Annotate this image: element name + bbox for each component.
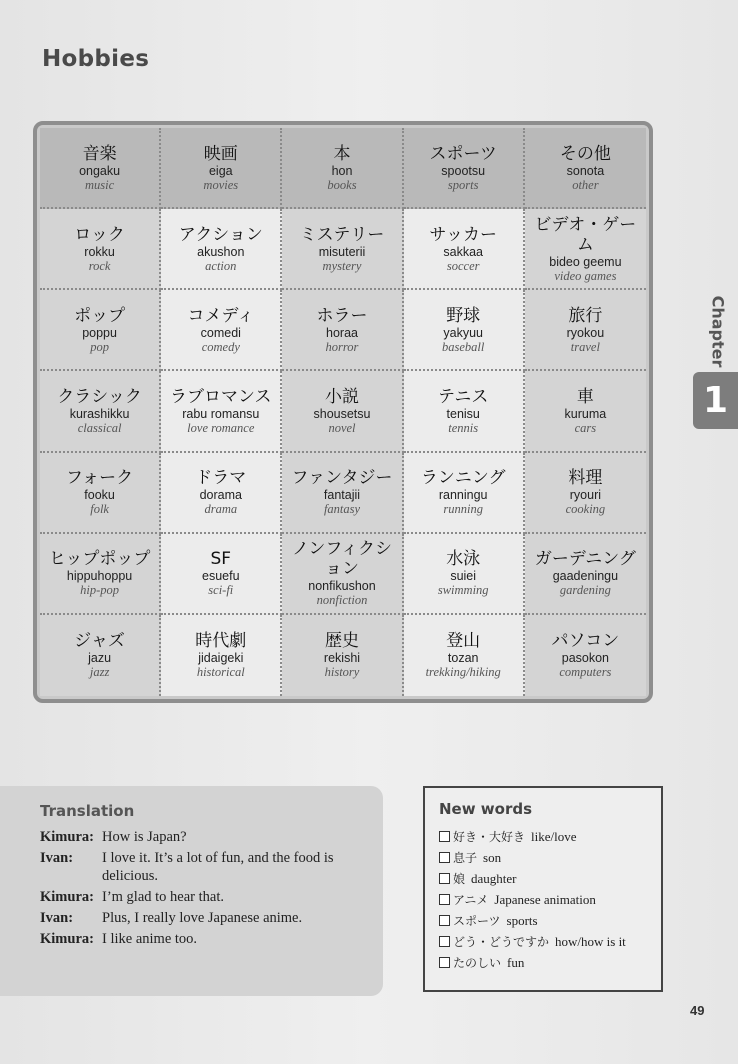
- vocab-english: computers: [559, 665, 612, 680]
- vocab-japanese: 旅行: [568, 305, 603, 326]
- vocab-romaji: rekishi: [323, 651, 361, 666]
- new-word-english: fun: [507, 954, 525, 970]
- vocab-romaji: jazu: [88, 651, 112, 666]
- vocab-japanese: テニス: [438, 386, 489, 407]
- vocab-english: running: [443, 502, 483, 517]
- vocab-cell: [40, 290, 161, 371]
- vocab-cell: [161, 209, 282, 290]
- vocab-romaji: dorama: [199, 488, 242, 503]
- vocab-english: novel: [328, 420, 356, 435]
- vocab-cell: [40, 615, 161, 696]
- checkbox-icon: [439, 894, 450, 905]
- dialog-line: [40, 909, 370, 927]
- vocab-english: comedy: [201, 339, 240, 354]
- vocab-cell: [282, 615, 403, 696]
- vocab-romaji: ryokou: [566, 325, 605, 340]
- vocab-japanese: 時代劇: [195, 631, 247, 652]
- vocab-cell: [40, 534, 161, 615]
- vocab-japanese: 本: [333, 143, 351, 164]
- checkbox-icon: [439, 915, 450, 926]
- vocab-english: mystery: [322, 258, 362, 273]
- vocab-japanese: パソコン: [551, 631, 620, 652]
- vocab-japanese: ポップ: [74, 305, 126, 326]
- vocab-japanese: ラブロマンス: [170, 386, 272, 407]
- dialog-text: I like anime too.: [102, 931, 198, 947]
- vocab-english: hip-pop: [80, 583, 120, 598]
- vocab-cell: [40, 453, 161, 534]
- vocab-english: swimming: [437, 583, 489, 598]
- vocab-cell: [161, 534, 282, 615]
- vocab-cell: [525, 371, 646, 452]
- vocab-english: video games: [554, 268, 617, 283]
- vocab-romaji: gaadeningu: [552, 569, 619, 584]
- vocab-english: folk: [90, 502, 109, 517]
- vocab-english: pop: [90, 339, 109, 354]
- vocab-japanese: ノンフィクション: [292, 539, 392, 580]
- vocab-romaji: ongaku: [79, 163, 121, 178]
- dialog-speaker: Kimura:: [40, 931, 94, 947]
- vocabulary-grid-frame: [33, 121, 653, 703]
- new-word-english: son: [483, 849, 502, 865]
- vocab-japanese: サッカー: [429, 224, 498, 245]
- vocab-japanese: ガーデニング: [534, 549, 636, 570]
- vocab-romaji: hon: [331, 163, 353, 178]
- vocab-cell: [404, 128, 525, 209]
- dialog-line: [40, 930, 370, 948]
- new-word-english: sports: [506, 912, 538, 928]
- dialog-speaker: Kimura:: [40, 889, 94, 905]
- vocab-english: soccer: [446, 258, 480, 273]
- vocab-romaji: kuruma: [564, 406, 607, 421]
- new-word-japanese: どう・どうですか: [453, 935, 550, 949]
- new-word-japanese: アニメ: [453, 893, 489, 907]
- new-words-list: [439, 826, 661, 973]
- vocab-japanese: ファンタジー: [291, 468, 393, 489]
- chapter-number-tab: 1: [693, 372, 738, 429]
- dialog-text: I’m glad to hear that.: [102, 889, 224, 905]
- vocab-japanese: 料理: [568, 468, 603, 489]
- vocab-japanese: ホラー: [316, 305, 368, 326]
- vocab-english: fantasy: [323, 502, 361, 517]
- vocab-english: movies: [203, 177, 239, 192]
- translation-heading: Translation: [40, 802, 135, 820]
- new-word-item: [439, 931, 661, 952]
- vocab-cell: [282, 534, 403, 615]
- new-words-heading: New words: [439, 800, 533, 818]
- dialog-text: How is Japan?: [102, 829, 187, 845]
- vocab-english: historical: [196, 665, 245, 680]
- vocab-japanese: SF: [210, 549, 232, 570]
- vocab-japanese: コメディ: [187, 305, 255, 326]
- vocab-romaji: sakkaa: [443, 244, 483, 259]
- vocab-english: action: [205, 258, 237, 273]
- vocab-cell: [282, 453, 403, 534]
- vocab-romaji: poppu: [82, 325, 117, 340]
- vocab-japanese: 歴史: [324, 631, 359, 652]
- vocab-english: books: [327, 177, 357, 192]
- vocab-japanese: ランニング: [420, 468, 506, 489]
- vocab-english: gardening: [559, 583, 611, 598]
- vocab-japanese: ヒップポップ: [48, 549, 151, 570]
- dialog-speaker: Ivan:: [40, 910, 74, 926]
- vocab-cell: [404, 615, 525, 696]
- vocab-romaji: suiei: [450, 569, 477, 584]
- vocab-english: sports: [447, 177, 479, 192]
- new-word-item: [439, 910, 661, 931]
- vocab-japanese: クラシック: [57, 386, 142, 407]
- checkbox-icon: [439, 936, 450, 947]
- vocab-cell: [525, 453, 646, 534]
- checkbox-icon: [439, 957, 450, 968]
- vocab-english: cooking: [565, 502, 606, 517]
- checkbox-icon: [439, 873, 450, 884]
- vocab-romaji: esuefu: [202, 569, 240, 584]
- new-word-japanese: 娘: [453, 872, 466, 886]
- new-word-english: like/love: [531, 828, 577, 844]
- vocab-japanese: ドラマ: [195, 468, 247, 489]
- vocab-cell: [404, 290, 525, 371]
- vocab-romaji: tenisu: [446, 406, 480, 421]
- new-word-japanese: 息子: [453, 851, 478, 865]
- vocab-romaji: jidaigeki: [198, 651, 244, 666]
- vocab-japanese: アクション: [178, 224, 263, 245]
- vocab-japanese: 登山: [446, 631, 481, 652]
- vocab-cell: [404, 453, 525, 534]
- vocab-romaji: yakyuu: [443, 325, 483, 340]
- vocab-romaji: fantajii: [323, 488, 361, 503]
- vocab-romaji: rabu romansu: [182, 406, 260, 421]
- new-word-english: Japanese animation: [494, 891, 596, 907]
- dialog-line: [40, 888, 370, 906]
- vocab-cell: [525, 615, 646, 696]
- vocab-cell: [404, 534, 525, 615]
- dialog-line: [40, 828, 370, 846]
- vocab-cell: [40, 209, 161, 290]
- vocab-japanese: ミステリー: [299, 224, 385, 245]
- dialog-speaker: Kimura:: [40, 829, 94, 845]
- vocab-romaji: akushon: [197, 244, 245, 259]
- vocab-romaji: hippuhoppu: [66, 569, 133, 584]
- vocab-romaji: nonfikushon: [308, 579, 376, 594]
- page-title: Hobbies: [42, 46, 150, 72]
- vocab-cell: [161, 453, 282, 534]
- vocabulary-grid: [40, 128, 646, 696]
- vocab-cell: [525, 128, 646, 209]
- vocab-cell: [40, 128, 161, 209]
- vocab-english: rock: [88, 258, 111, 273]
- vocab-english: sci-fi: [208, 583, 234, 598]
- checkbox-icon: [439, 831, 450, 842]
- vocab-cell: [282, 209, 403, 290]
- vocab-cell: [161, 371, 282, 452]
- dialog-speaker: Ivan:: [40, 850, 74, 866]
- vocab-english: music: [85, 177, 115, 192]
- vocab-english: cars: [574, 420, 597, 435]
- new-word-japanese: たのしい: [453, 956, 502, 970]
- vocab-japanese: スポーツ: [429, 143, 497, 164]
- vocab-english: horror: [325, 339, 359, 354]
- vocab-romaji: fooku: [84, 488, 115, 503]
- dialog-text: I love it. It’s a lot of fun, and the food is delicious.: [102, 850, 334, 884]
- new-word-item: [439, 847, 661, 868]
- vocab-cell: [404, 209, 525, 290]
- vocab-japanese: その他: [559, 143, 611, 164]
- dialog-line: [40, 849, 370, 885]
- checkbox-icon: [439, 852, 450, 863]
- vocab-cell: [282, 290, 403, 371]
- translation-box: [0, 786, 383, 996]
- vocab-romaji: misuterii: [318, 244, 366, 259]
- vocab-romaji: pasokon: [561, 651, 610, 666]
- vocab-cell: [525, 290, 646, 371]
- vocab-japanese: 音楽: [82, 143, 117, 164]
- vocab-japanese: フォーク: [66, 468, 134, 489]
- vocab-english: love romance: [187, 420, 255, 435]
- vocab-romaji: tozan: [447, 651, 479, 666]
- vocab-english: drama: [204, 502, 238, 517]
- new-words-box: [423, 786, 663, 992]
- vocab-japanese: 野球: [446, 305, 481, 326]
- new-word-item: [439, 868, 661, 889]
- vocab-romaji: sonota: [566, 163, 605, 178]
- vocab-cell: [161, 290, 282, 371]
- vocab-japanese: 水泳: [446, 549, 481, 570]
- vocab-romaji: horaa: [326, 325, 358, 340]
- vocab-japanese: ジャズ: [74, 631, 125, 652]
- new-word-item: [439, 889, 661, 910]
- translation-dialog: [40, 828, 370, 951]
- page-number: 49: [690, 1003, 705, 1018]
- vocab-romaji: ranningu: [438, 488, 488, 503]
- vocab-romaji: bideo geemu: [549, 254, 622, 269]
- vocab-japanese: 車: [576, 386, 594, 407]
- new-word-item: [439, 826, 661, 847]
- new-word-item: [439, 952, 661, 973]
- vocab-japanese: 映画: [203, 143, 238, 164]
- new-word-english: how/how is it: [555, 933, 626, 949]
- vocab-cell: [161, 615, 282, 696]
- new-word-japanese: 好き・大好き: [453, 830, 526, 844]
- vocab-english: tennis: [448, 420, 479, 435]
- vocab-romaji: kurashikku: [69, 406, 130, 421]
- vocab-english: nonfiction: [316, 593, 368, 608]
- vocab-english: travel: [570, 339, 600, 354]
- vocab-cell: [161, 128, 282, 209]
- vocab-romaji: shousetsu: [313, 406, 371, 421]
- vocab-romaji: rokku: [84, 244, 115, 259]
- vocab-english: other: [572, 177, 599, 192]
- vocab-cell: [525, 534, 646, 615]
- vocab-english: baseball: [442, 339, 485, 354]
- vocab-cell: [525, 209, 646, 290]
- vocab-japanese: ロック: [74, 224, 125, 245]
- vocab-cell: [282, 371, 403, 452]
- vocab-cell: [282, 128, 403, 209]
- vocab-english: classical: [77, 420, 122, 435]
- vocab-japanese: 小説: [324, 386, 359, 407]
- chapter-label-text: Chapter: [708, 295, 728, 367]
- vocab-romaji: ryouri: [569, 488, 602, 503]
- vocab-english: history: [324, 665, 360, 680]
- vocab-english: trekking/hiking: [425, 665, 501, 680]
- vocab-romaji: comedi: [200, 325, 241, 340]
- vocab-romaji: eiga: [208, 163, 233, 178]
- dialog-text: Plus, I really love Japanese anime.: [102, 910, 303, 926]
- vocab-cell: [40, 371, 161, 452]
- vocab-cell: [404, 371, 525, 452]
- new-word-english: daughter: [471, 870, 517, 886]
- vocab-english: jazz: [89, 665, 110, 680]
- chapter-label: [700, 296, 736, 366]
- new-word-japanese: スポーツ: [453, 914, 501, 928]
- vocab-romaji: spootsu: [441, 163, 486, 178]
- vocab-japanese: ビデオ・ゲーム: [534, 214, 637, 255]
